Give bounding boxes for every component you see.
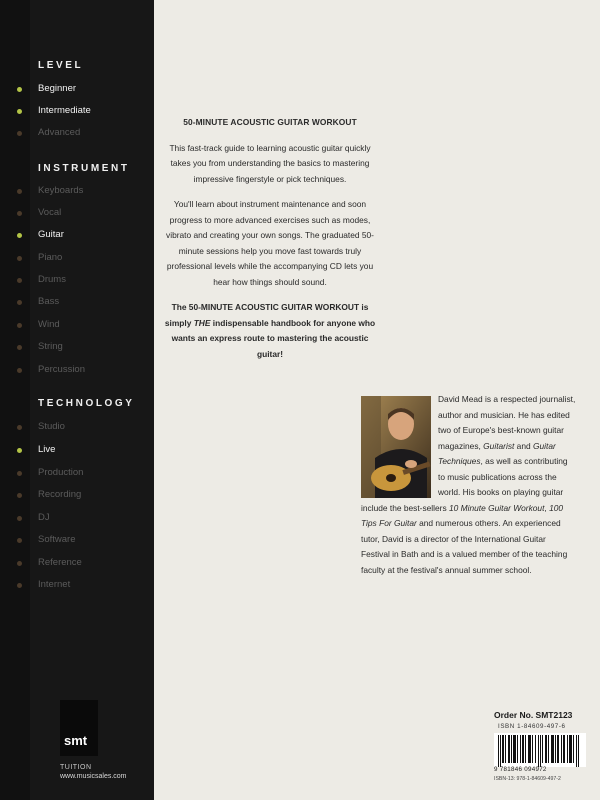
description-paragraph-3 (164, 300, 376, 362)
order-number: Order No. SMT2123 (494, 710, 573, 720)
bio-text: and numerous others. An experienced tutor, David is a director of the International Guitar Festival in Bath and is a valued member of the teaching faculty at the festival's annual summer school. (361, 518, 568, 575)
bio-book-1: 10 Minute Guitar Workout (448, 502, 545, 513)
instrument-item-vocal: Vocal (38, 207, 62, 218)
bio-magazine-2: Guitar Techniques (438, 440, 556, 466)
instrument-item-drums: Drums (38, 274, 66, 285)
instrument-item-wind: Wind (38, 319, 60, 330)
bullet-dot (17, 278, 22, 283)
bio-text: , as well as contributing to music publications across the world. His books on playing guitar include the best-sellers (361, 456, 568, 513)
bullet-dot (17, 425, 22, 430)
bullet-dot (17, 211, 22, 216)
bullet-dot (17, 323, 22, 328)
spine-edge (0, 0, 30, 800)
bullet-dot (17, 538, 22, 543)
publisher-website: www.musicsales.com (60, 773, 127, 780)
technology-heading: TECHNOLOGY (38, 398, 135, 409)
para3-tail: indispensable handbook for anyone who wants an express route to mastering the acoustic guitar! (171, 317, 376, 359)
bio-magazine-1: Guitarist (483, 440, 515, 451)
isbn-number: ISBN 1-84609-497-6 (498, 723, 566, 730)
bullet-dot (17, 300, 22, 305)
level-item-intermediate: Intermediate (38, 105, 91, 116)
description-paragraph-1: This fast-track guide to learning acoustic guitar quickly takes you from understanding the basics to mastering impressive fingerstyle or pick techniques. (169, 142, 371, 184)
level-item-advanced: Advanced (38, 127, 81, 138)
smt-logo (60, 700, 98, 756)
bullet-dot (17, 368, 22, 373)
technology-item-live: Live (38, 444, 56, 455)
bullet-dot (17, 345, 22, 350)
isbn-13: ISBN-13: 978-1-84609-497-2 (494, 776, 561, 782)
book-title: 50-MINUTE ACOUSTIC GUITAR WORKOUT (183, 117, 357, 127)
bullet-dot (17, 493, 22, 498)
para3-lead: The 50-MINUTE ACOUSTIC GUITAR WORKOUT is simply (164, 302, 369, 328)
bullet-dot-active (17, 233, 22, 238)
bullet-dot-active (17, 448, 22, 453)
instrument-item-percussion: Percussion (38, 364, 85, 375)
technology-item-reference: Reference (38, 557, 82, 568)
technology-item-dj: DJ (38, 512, 50, 523)
technology-item-studio: Studio (38, 421, 65, 432)
description-block (164, 115, 376, 372)
description-paragraph-2: You'll learn about instrument maintenance and soon progress to more advanced exercises such as modes, vibrato and creating your own songs. The graduated 50-minute sessions help you move fast towards truly professional levels while the accompanying CD lets you hear how things should sound. (166, 199, 374, 287)
level-item-beginner: Beginner (38, 83, 77, 94)
bio-text: David Mead is a respected journalist, author and musician. He has edited two of Europe's best-known guitar magazines, (438, 394, 576, 451)
bio-book-2: 100 Tips For Guitar (361, 502, 564, 528)
bullet-dot (17, 516, 22, 521)
bio-text: and (514, 440, 533, 451)
bullet-dot (17, 189, 22, 194)
bullet-dot (17, 471, 22, 476)
bullet-dot (17, 561, 22, 566)
instrument-item-piano: Piano (38, 252, 63, 263)
instrument-item-string: String (38, 341, 63, 352)
bullet-dot (17, 131, 22, 136)
bullet-dot-active (17, 87, 22, 92)
bullet-dot (17, 256, 22, 261)
author-bio (361, 392, 576, 578)
technology-item-production: Production (38, 467, 84, 478)
series-label: TUITION (60, 764, 92, 771)
barcode-number: 9 781846 094972 (494, 766, 547, 773)
para3-emphasis: THE (193, 317, 211, 328)
barcode (494, 733, 586, 767)
technology-item-recording: Recording (38, 489, 82, 500)
logo-text: smt (64, 733, 88, 748)
instrument-item-bass: Bass (38, 296, 60, 307)
bullet-dot (17, 583, 22, 588)
technology-item-internet: Internet (38, 579, 71, 590)
level-heading: LEVEL (38, 60, 84, 71)
instrument-heading: INSTRUMENT (38, 163, 130, 174)
bullet-dot-active (17, 109, 22, 114)
instrument-item-keyboards: Keyboards (38, 185, 84, 196)
bio-text: , (544, 502, 550, 513)
instrument-item-guitar: Guitar (38, 229, 64, 240)
technology-item-software: Software (38, 534, 76, 545)
